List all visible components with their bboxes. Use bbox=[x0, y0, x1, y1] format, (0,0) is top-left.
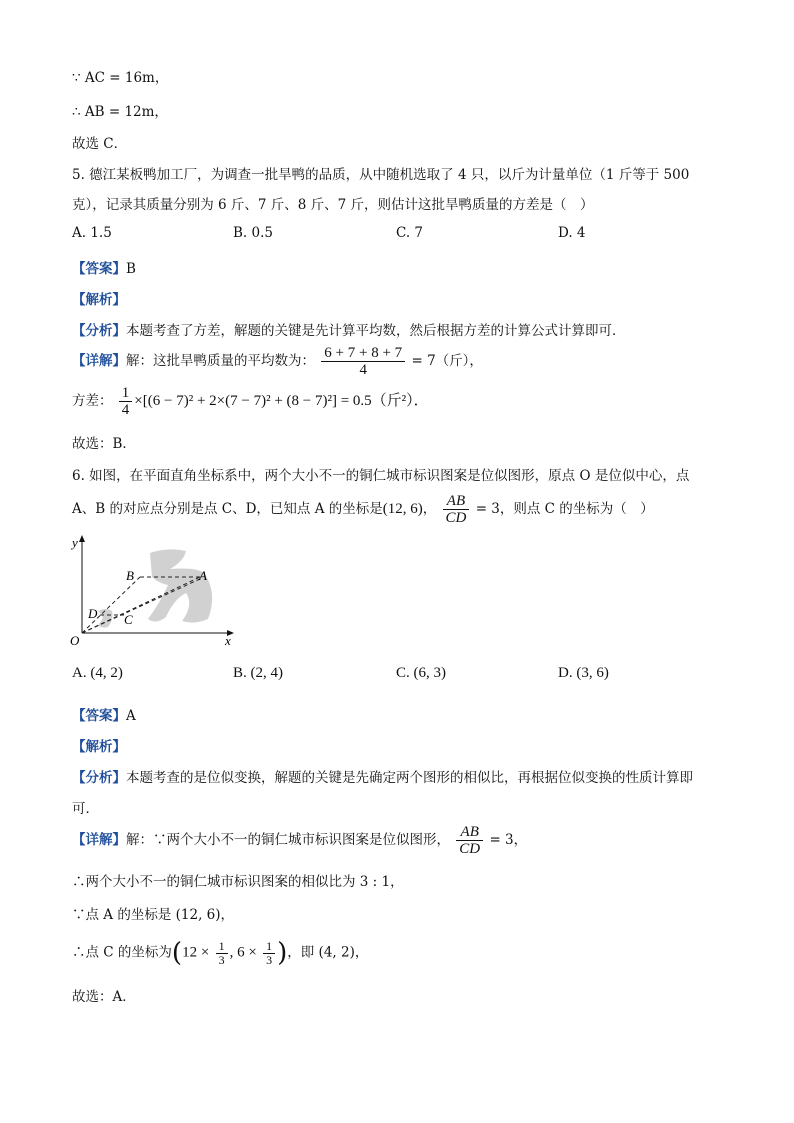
q6-option-d: D. (3, 6) bbox=[558, 665, 609, 681]
q6-stem-coord: (12, 6) bbox=[382, 501, 423, 517]
q6-cy-num: 1 bbox=[263, 940, 275, 954]
q5-option-b: B. 0.5 bbox=[233, 225, 273, 241]
q6-stem-fraction bbox=[443, 493, 470, 526]
q6-option-a: A. (4, 2) bbox=[72, 665, 123, 681]
answer-tag: 【答案】 bbox=[72, 261, 126, 277]
q6-detail-text: 解：∵两个大小不一的铜仁城市标识图案是位似图形， bbox=[126, 832, 450, 848]
label-o: O bbox=[70, 633, 80, 648]
q6-cy-fraction bbox=[263, 940, 275, 967]
fenxi-tag: 【分析】 bbox=[72, 323, 126, 339]
q6-detail-tail: = 3， bbox=[489, 832, 528, 848]
q6-cy-den: 3 bbox=[266, 952, 273, 967]
answer-tag: 【答案】 bbox=[72, 708, 126, 724]
q5-mean-fraction bbox=[321, 345, 405, 378]
q5-mean-denominator: 4 bbox=[359, 362, 367, 378]
q5-mean-numerator: 6 + 7 + 8 + 7 bbox=[321, 345, 405, 362]
q5-mean-result: = 7（斤）， bbox=[411, 353, 483, 369]
y-axis-arrow-icon bbox=[79, 535, 85, 542]
q5-option-d: D. 4 bbox=[558, 225, 586, 241]
q6-answer-line bbox=[72, 704, 136, 724]
q5-variance-label: 方差： bbox=[72, 393, 113, 409]
detail-tag: 【详解】 bbox=[72, 353, 126, 369]
label-a: A bbox=[199, 568, 207, 583]
q6-cx-fraction bbox=[216, 940, 228, 967]
q5-fenxi-text: 本题考查了方差，解题的关键是先计算平均数，然后根据方差的计算公式计算即可． bbox=[126, 323, 626, 339]
q5-answer: B bbox=[126, 261, 136, 277]
right-paren: ) bbox=[277, 938, 288, 968]
left-paren: ( bbox=[171, 938, 183, 968]
q6-stem-frac-den: CD bbox=[445, 510, 467, 526]
q6-stem-line-1: 6. 如图，在平面直角坐标系中，两个大小不一的铜仁城市标识图案是位似图形，原点 O 是位似中心，点 bbox=[72, 468, 690, 484]
q6-point-c-tail: ，即 (4, 2)， bbox=[287, 944, 369, 961]
q6-point-c-line bbox=[72, 938, 368, 968]
q6-figure bbox=[68, 533, 238, 648]
prev-line-1: ∵ AC = 16m， bbox=[72, 70, 169, 86]
q5-stem-line-1: 5. 德江某板鸭加工厂，为调查一批旱鸭的品质，从中随机选取了 4 只，以斤为计量单位（1 斤等于 500 bbox=[72, 167, 690, 183]
analysis-tag: 【解析】 bbox=[72, 739, 126, 755]
detail-tag: 【详解】 bbox=[72, 832, 126, 848]
q6-cx-text: 12 × bbox=[182, 944, 210, 961]
q6-option-c: C. (6, 3) bbox=[396, 665, 446, 681]
q5-option-a: A. 1.5 bbox=[72, 225, 112, 241]
q6-fenxi-line-2: 可． bbox=[72, 801, 99, 817]
q5-variance-fraction bbox=[119, 385, 133, 418]
q6-detail-line bbox=[72, 824, 527, 857]
q6-cx-num: 1 bbox=[216, 940, 228, 954]
q6-detail-fraction bbox=[456, 824, 483, 857]
q5-detail-text: 解：这批旱鸭质量的平均数为： bbox=[126, 353, 315, 369]
q5-detail-line bbox=[72, 345, 483, 378]
q6-detail-frac-num: AB bbox=[456, 824, 483, 841]
q6-analysis-line bbox=[72, 735, 126, 755]
q6-ratio-line: ∴两个大小不一的铜仁城市标识图案的相似比为 3 : 1， bbox=[72, 874, 404, 890]
q5-answer-line bbox=[72, 257, 136, 277]
q6-cy-text: , 6 × bbox=[229, 944, 257, 961]
q5-variance-line bbox=[72, 385, 429, 418]
label-x: x bbox=[225, 633, 231, 648]
q6-option-b: B. (2, 4) bbox=[233, 665, 283, 681]
q5-variance-numerator: 1 bbox=[119, 385, 133, 402]
q6-stem-line-2: A、B 的对应点分别是点 C、D，已知点 A 的坐标是(12, 6)， $\frac{AB}{CD}$ = 3，则点 C 的坐标为（ ） bbox=[72, 493, 654, 526]
q6-fenxi-line-1 bbox=[72, 766, 693, 786]
label-c: C bbox=[124, 612, 133, 627]
q6-detail-frac-den: CD bbox=[459, 841, 481, 857]
q5-fenxi-line bbox=[72, 319, 626, 339]
prev-line-3: 故选 C． bbox=[72, 136, 128, 152]
q6-stem-text: A、B 的对应点分别是点 C、D，已知点 A 的坐标是 bbox=[72, 501, 383, 517]
q5-variance-expression: ×[(6 − 7)² + 2×(7 − 7)² + (8 − 7)²] = 0.5（斤²）． bbox=[134, 393, 429, 409]
q5-choose-line: 故选：B． bbox=[72, 436, 136, 452]
q5-stem-line-2: 克），记录其质量分别为 6 斤、7 斤、8 斤、7 斤，则估计这批旱鸭质量的方差是（ ） bbox=[72, 197, 594, 213]
q6-fenxi-text: 本题考查的是位似变换，解题的关键是先确定两个图形的相似比，再根据位似变换的性质计算即 bbox=[126, 770, 693, 786]
prev-line-2: ∴ AB = 12m， bbox=[72, 104, 168, 120]
label-y: y bbox=[72, 535, 78, 550]
q6-stem-tail: = 3，则点 C 的坐标为（ ） bbox=[475, 501, 654, 517]
fenxi-tag: 【分析】 bbox=[72, 770, 126, 786]
q6-stem-frac-num: AB bbox=[443, 493, 470, 510]
q5-option-c: C. 7 bbox=[396, 225, 424, 241]
q6-answer: A bbox=[126, 708, 136, 724]
q6-cx-den: 3 bbox=[218, 952, 225, 967]
label-b: B bbox=[126, 568, 134, 583]
q6-choose-line: 故选：A． bbox=[72, 989, 136, 1005]
label-d: D bbox=[88, 606, 98, 621]
analysis-tag: 【解析】 bbox=[72, 292, 126, 308]
tongren-logo-small bbox=[98, 609, 113, 628]
q6-point-c-label: ∴点 C 的坐标为 bbox=[72, 944, 172, 961]
q5-analysis-line bbox=[72, 288, 126, 308]
q5-variance-denominator: 4 bbox=[121, 402, 130, 418]
q6-point-a-line: ∵点 A 的坐标是 (12, 6)， bbox=[72, 907, 235, 923]
